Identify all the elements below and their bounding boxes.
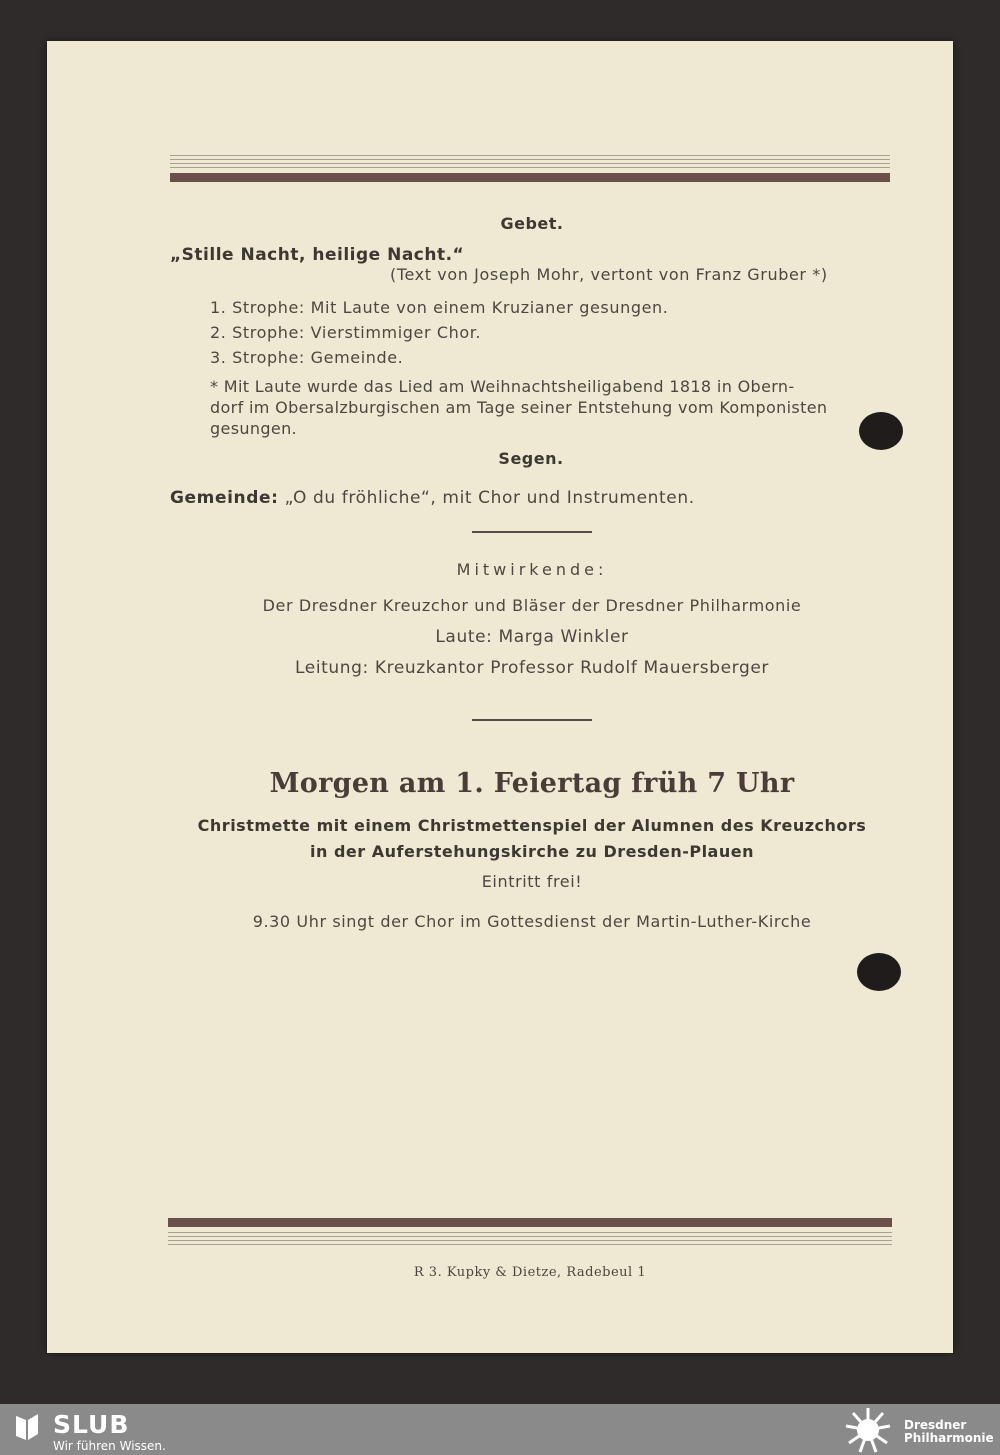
footnote: * Mit Laute wurde das Lied am Weihnachtsheiligabend 1818 in Obern- dorf im Obersalzburgischen am Tage seiner Entstehung vom Komponisten gesungen. [210,377,828,438]
sunburst-logo-icon [842,1406,894,1454]
announcement-headline: Morgen am 1. Feiertag früh 7 Uhr [269,768,795,799]
congregation-line: Gemeinde: „O du fröhliche“, mit Chor und Instrumenten. [170,488,695,508]
slub-tagline: Wir führen Wissen. [53,1439,166,1453]
divider [472,531,592,533]
performers-heading: Mitwirkende: [456,560,608,579]
performers-line: Laute: Marga Winkler [435,627,629,647]
philharmonie-name: Dresdner Philharmonie [904,1418,994,1445]
announcement-line: in der Auferstehungskirche zu Dresden-Plauen [310,842,754,861]
announcement-line: Christmette mit einem Christmettenspiel der Alumnen des Kreuzchors [197,816,867,835]
program-page [47,41,953,1353]
printer-imprint: R 3. Kupky & Dietze, Radebeul 1 [413,1265,647,1280]
verse-item: 1. Strophe: Mit Laute von einem Kruzianer gesungen. [210,298,669,317]
song-credit: (Text von Joseph Mohr, vertont von Franz Gruber *) [390,265,828,284]
verse-list [210,295,668,370]
service-note: 9.30 Uhr singt der Chor im Gottesdienst der Martin-Luther-Kirche [252,912,812,931]
prayer-heading: Gebet. [500,214,564,233]
punch-hole [857,953,901,991]
book-icon [14,1412,40,1442]
viewer-footer-bar [0,1404,1000,1455]
divider [472,719,592,721]
top-rule-band [170,155,890,183]
slub-name: SLUB [53,1410,130,1439]
performers-line: Der Dresdner Kreuzchor und Bläser der Dresdner Philharmonie [262,596,802,615]
bottom-rule-band [168,1218,892,1248]
blessing-heading: Segen. [498,449,564,468]
entry-note: Eintritt frei! [481,872,583,891]
song-title: „Stille Nacht, heilige Nacht.“ [170,245,465,265]
performers-line: Leitung: Kreuzkantor Professor Rudolf Mauersberger [294,658,769,678]
punch-hole [859,412,903,450]
verse-item: 3. Strophe: Gemeinde. [210,348,404,367]
verse-item: 2. Strophe: Vierstimmiger Chor. [210,323,482,342]
